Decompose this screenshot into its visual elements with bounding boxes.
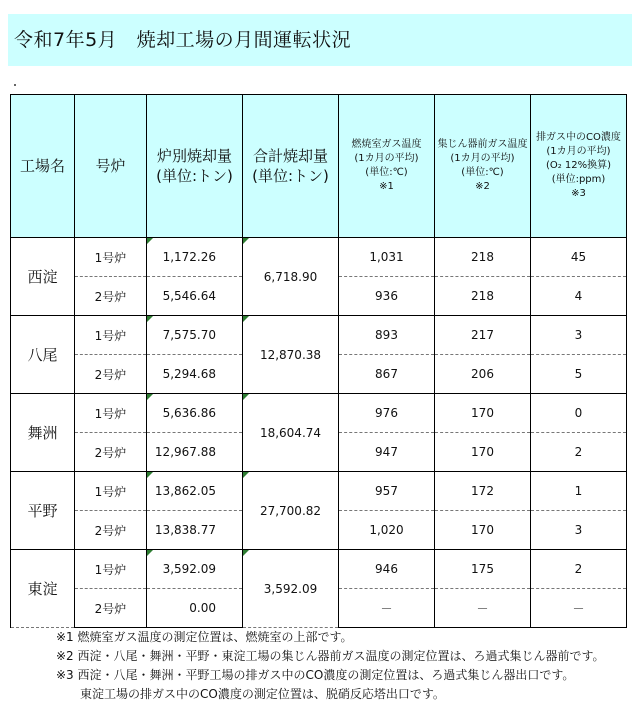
dust-cell: 175: [435, 550, 531, 589]
header-plant: 工場名: [11, 95, 75, 238]
header-furnace: 号炉: [75, 95, 147, 238]
plant-name: 平野: [11, 472, 75, 550]
note-marker: [243, 472, 249, 478]
furnace-cell: 1号炉: [75, 238, 147, 277]
gas-cell: 1,020: [339, 511, 435, 550]
dust-cell: 206: [435, 355, 531, 394]
dust-cell: 170: [435, 394, 531, 433]
furnace-cell: 2号炉: [75, 589, 147, 628]
note-marker: [243, 238, 249, 244]
burn-cell: 13,838.77: [147, 511, 243, 550]
burn-cell: 5,294.68: [147, 355, 243, 394]
plant-name: 西淀: [11, 238, 75, 316]
dust-cell: 217: [435, 316, 531, 355]
note-marker: [243, 394, 249, 400]
co-cell: 45: [531, 238, 627, 277]
table-row: [11, 394, 627, 433]
total-cell: 12,870.38: [243, 316, 339, 394]
burn-cell: 5,636.86: [147, 394, 243, 433]
total-cell: 6,718.90: [243, 238, 339, 316]
furnace-cell: 2号炉: [75, 277, 147, 316]
gas-cell: 936: [339, 277, 435, 316]
note-marker: [147, 394, 153, 400]
header-dust-temp: 集じん器前ガス温度 (1カ月の平均) (単位:℃) ※2: [435, 95, 531, 238]
gas-cell: 946: [339, 550, 435, 589]
gas-cell: 893: [339, 316, 435, 355]
plant-name: 八尾: [11, 316, 75, 394]
furnace-cell: 1号炉: [75, 316, 147, 355]
note-marker: [147, 238, 153, 244]
footnote-2: ※2 西淀・八尾・舞洲・平野・東淀工場の集じん器前ガス温度の測定位置は、ろ過式集じん器前です。: [56, 649, 605, 663]
co-cell: 4: [531, 277, 627, 316]
gas-cell: 947: [339, 433, 435, 472]
dust-cell: 170: [435, 433, 531, 472]
burn-cell: 5,546.64: [147, 277, 243, 316]
table-row: [11, 316, 627, 355]
gas-cell: 867: [339, 355, 435, 394]
gas-cell: 976: [339, 394, 435, 433]
dust-cell: 218: [435, 277, 531, 316]
footnote-3: ※3 西淀・八尾・舞洲・平野工場の排ガス中のCO濃度の測定位置は、ろ過式集じん器出口です。: [56, 668, 575, 682]
page-title: 令和7年5月 焼却工場の月間運転状況: [8, 14, 632, 66]
burn-cell: 1,172.26: [147, 238, 243, 277]
co-cell: 3: [531, 316, 627, 355]
plant-name: 東淀: [11, 550, 75, 628]
co-cell: 3: [531, 511, 627, 550]
total-cell: 18,604.74: [243, 394, 339, 472]
furnace-cell: 2号炉: [75, 433, 147, 472]
table-row: [11, 238, 627, 277]
co-cell: 2: [531, 550, 627, 589]
footnote-1: ※1 燃焼室ガス温度の測定位置は、燃焼室の上部です。: [56, 630, 353, 644]
plant-name: 舞洲: [11, 394, 75, 472]
burn-cell: 7,575.70: [147, 316, 243, 355]
table-row: [11, 472, 627, 511]
note-marker: [147, 550, 153, 556]
note-marker: [243, 316, 249, 322]
furnace-cell: 1号炉: [75, 472, 147, 511]
dust-cell: 172: [435, 472, 531, 511]
furnace-cell: 1号炉: [75, 550, 147, 589]
note-marker: [147, 316, 153, 322]
table-row: [11, 550, 627, 589]
burn-cell: 12,967.88: [147, 433, 243, 472]
header-gas-temp: 燃焼室ガス温度 (1カ月の平均) (単位:℃) ※1: [339, 95, 435, 238]
burn-cell: 3,592.09: [147, 550, 243, 589]
note-marker: [243, 550, 249, 556]
dust-cell: 170: [435, 511, 531, 550]
co-cell: －: [531, 589, 627, 628]
gas-cell: 1,031: [339, 238, 435, 277]
total-cell: 27,700.82: [243, 472, 339, 550]
footnotes: [56, 628, 605, 704]
footnote-3-continued: 東淀工場の排ガス中のCO濃度の測定位置は、脱硝反応塔出口です。: [80, 687, 445, 701]
operation-status-table: [10, 94, 627, 628]
burn-cell: 0.00: [147, 589, 243, 628]
table-header-row: [11, 95, 627, 238]
co-cell: 1: [531, 472, 627, 511]
furnace-cell: 2号炉: [75, 355, 147, 394]
furnace-cell: 2号炉: [75, 511, 147, 550]
furnace-cell: 1号炉: [75, 394, 147, 433]
header-burn: 炉別焼却量 (単位:トン): [147, 95, 243, 238]
gas-cell: －: [339, 589, 435, 628]
co-cell: 2: [531, 433, 627, 472]
header-co: 排ガス中のCO濃度 (1カ月の平均) (O₂ 12%換算) (単位:ppm) ※3: [531, 95, 627, 238]
gas-cell: 957: [339, 472, 435, 511]
burn-cell: 13,862.05: [147, 472, 243, 511]
co-cell: 5: [531, 355, 627, 394]
co-cell: 0: [531, 394, 627, 433]
total-cell: 3,592.09: [243, 550, 339, 628]
dust-cell: 218: [435, 238, 531, 277]
header-total: 合計焼却量 (単位:トン): [243, 95, 339, 238]
stray-dot: [14, 84, 16, 86]
note-marker: [147, 472, 153, 478]
dust-cell: －: [435, 589, 531, 628]
